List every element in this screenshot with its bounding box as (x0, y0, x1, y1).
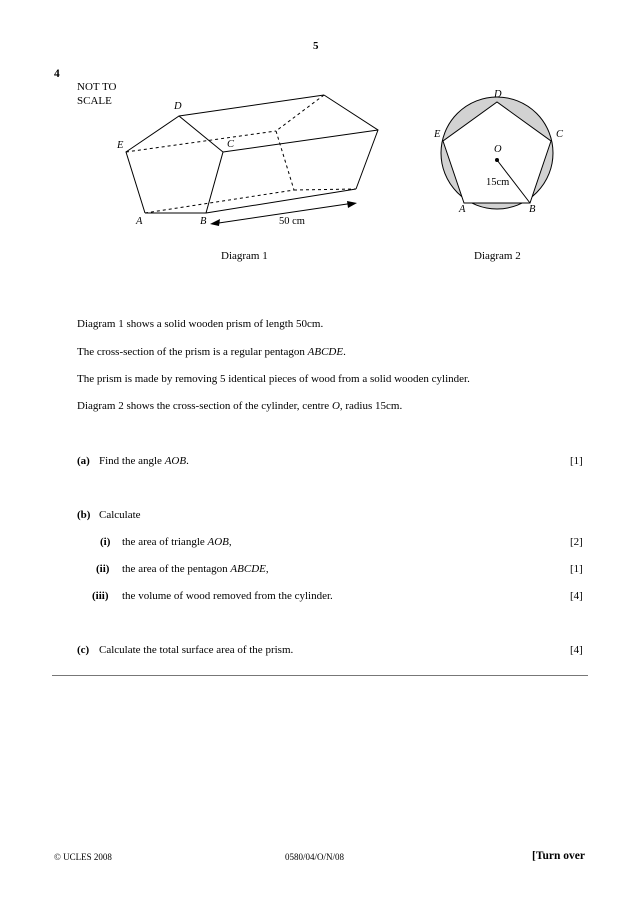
stem-line-4-italic: O (331, 400, 340, 412)
d2-label-b: B (529, 204, 536, 215)
arrowhead-right (347, 201, 357, 208)
end-of-question-rule (52, 675, 588, 676)
d1-label-c: C (227, 139, 235, 150)
stem-line-4-text: Diagram 2 shows the cross-section of the cylinder, centre (77, 400, 332, 412)
part-b-iii-text: the volume of wood removed from the cylinder. (122, 590, 333, 602)
hidden-back-ab (294, 189, 356, 190)
footer-turn-over: [Turn over (532, 850, 585, 862)
part-b-i-marks: [2] (570, 536, 583, 548)
d2-label-d: D (494, 89, 502, 100)
footer-code: 0580/04/O/N/08 (285, 852, 345, 862)
arrowhead-left (210, 219, 220, 226)
question-number: 4 (54, 68, 60, 80)
centre-point (495, 158, 499, 162)
not-to-scale-line1: NOT TO (77, 81, 117, 93)
d2-label-a: A (459, 204, 466, 215)
part-a-text (99, 455, 189, 467)
not-to-scale-line2: SCALE (77, 95, 112, 107)
part-c-label: (c) (77, 644, 90, 656)
edge-d (179, 95, 324, 116)
part-b-i-text-pre: the area of triangle (122, 536, 208, 548)
part-b-ii-label: (ii) (96, 563, 110, 575)
part-b-ii-text (122, 563, 269, 575)
front-pentagon (126, 116, 223, 213)
part-a-label: (a) (77, 455, 90, 467)
back-pentagon-visible (324, 95, 378, 189)
d1-length-label: 50 cm (279, 216, 305, 227)
page-number: 5 (313, 40, 319, 52)
d1-label-d: D (174, 101, 182, 112)
stem-line-1: Diagram 1 shows a solid wooden prism of length 50cm. (77, 318, 324, 330)
d1-label-e: E (117, 140, 124, 151)
part-a-text-post: . (186, 455, 189, 467)
part-b-i-text (122, 536, 232, 548)
part-b-i-label: (i) (100, 536, 111, 548)
hidden-back-de (276, 95, 324, 131)
part-b-ii-text-italic: ABCDE (230, 563, 266, 575)
stem-line-2 (77, 346, 346, 358)
part-b-ii-text-post: , (265, 563, 269, 575)
part-b-text: Calculate (99, 509, 141, 521)
stem-line-4-end: , radius 15cm. (339, 400, 403, 412)
d1-caption: Diagram 1 (221, 250, 268, 262)
stem-line-2-end: . (343, 346, 346, 358)
d2-caption: Diagram 2 (474, 250, 521, 262)
edge-b (206, 189, 356, 213)
hidden-back-ea (276, 131, 294, 190)
part-c-marks: [4] (570, 644, 583, 656)
footer-copyright: © UCLES 2008 (54, 852, 112, 862)
part-a-text-pre: Find the angle (99, 455, 165, 467)
stem-line-2-text: The cross-section of the prism is a regular pentagon (77, 346, 308, 358)
part-b-i-text-post: , (228, 536, 232, 548)
stem-line-4 (77, 400, 402, 412)
part-c-text: Calculate the total surface area of the prism. (99, 644, 294, 656)
part-b-ii-marks: [1] (570, 563, 583, 575)
stem-line-2-italic: ABCDE (307, 346, 344, 358)
part-b-label: (b) (77, 509, 91, 521)
d2-radius-label: 15cm (486, 177, 510, 188)
part-b-i-text-italic: AOB (207, 536, 229, 548)
d2-label-c: C (556, 129, 564, 140)
d2-label-o: O (494, 144, 502, 155)
hidden-edge-a (145, 190, 294, 213)
part-b-iii-marks: [4] (570, 590, 583, 602)
d1-label-b: B (200, 216, 207, 227)
part-a-marks: [1] (570, 455, 583, 467)
part-b-ii-text-pre: the area of the pentagon (122, 563, 231, 575)
part-b-iii-label: (iii) (92, 590, 109, 602)
d1-label-a: A (136, 216, 143, 227)
edge-c (223, 130, 378, 152)
d2-label-e: E (434, 129, 441, 140)
stem-line-3: The prism is made by removing 5 identical pieces of wood from a solid wooden cylinder. (77, 373, 470, 385)
part-a-text-italic: AOB (164, 455, 187, 467)
